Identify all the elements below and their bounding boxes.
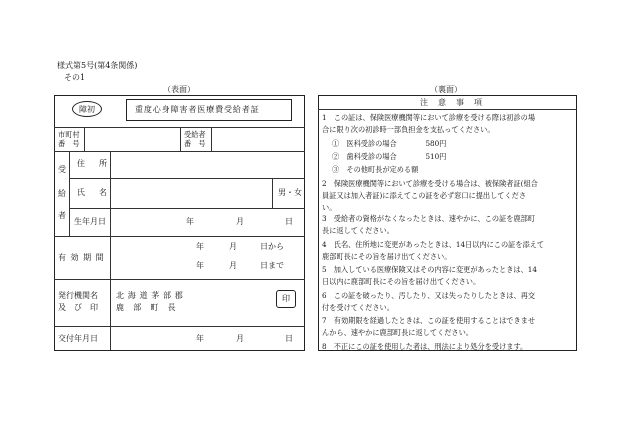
notes-line: 合に限り次の初診時一部負担金を支払ってください。 <box>322 125 495 134</box>
issuer-name-line-1: 北 海 道 茅 部 郡 <box>116 291 184 300</box>
birth-month-unit: 月 <box>236 217 244 226</box>
front-vrule-label <box>110 151 111 350</box>
front-rule-6 <box>54 279 305 280</box>
municipality-number-label-2: 番 号 <box>58 139 80 148</box>
certificate-title: 重度心身障害者医療費受給者証 <box>135 105 260 114</box>
notes-line: 1 この証は、保険医療機関等において診療を受ける際は初診の場 <box>322 113 536 122</box>
address-label: 住 所 <box>77 159 110 168</box>
front-rule-7 <box>54 326 305 327</box>
issue-date-label: 交付年月日 <box>58 334 98 343</box>
form-number: 様式第5号(第4条関係) <box>57 61 138 70</box>
issue-day-unit: 日 <box>285 334 293 343</box>
valid-from-month-unit: 月 <box>229 242 237 251</box>
recipient-number-label-1: 受給者 <box>184 130 206 139</box>
notes-line: 付を受けてください。 <box>322 303 394 312</box>
notes-line: 6 この証を破ったり、汚したり、又は失ったりしたときは、再交 <box>322 291 536 300</box>
notes-line: 日以内に鹿部町長にその旨を届け出てください。 <box>322 277 481 286</box>
gender-field: 男・女 <box>278 188 302 197</box>
front-vrule-gender <box>272 178 273 208</box>
official-seal-text: 印 <box>282 294 290 303</box>
front-rule-2 <box>54 151 305 152</box>
front-rule-5 <box>54 236 305 237</box>
birth-day-unit: 日 <box>285 217 293 226</box>
issuer-label-2: 及 び 印 <box>58 303 98 312</box>
front-vrule-mid <box>180 127 181 151</box>
notes-line: ① 医科受診の場合 580円 <box>332 139 447 148</box>
birth-year-unit: 年 <box>186 217 194 226</box>
valid-to-year-unit: 年 <box>196 261 204 270</box>
back-side-label: （裏面） <box>430 85 462 94</box>
notes-line: 4 氏名、住所地に変更があったときは、14日以内にこの証を添えて <box>322 240 545 249</box>
front-side-label: （表面） <box>163 85 195 94</box>
issuer-label-1: 発行機関名 <box>58 291 98 300</box>
notes-line: い。 <box>322 203 337 212</box>
notes-line: 8 不正にこの証を使用した者は、刑法により処分を受けます。 <box>322 342 528 351</box>
valid-to-text: 日まで <box>260 261 284 270</box>
validity-label: 有 効 期 間 <box>58 253 105 262</box>
notes-line: 7 有効期限を経過したときは、この証を使用することはできませ <box>322 316 536 325</box>
notes-line: 員証又は加入者証)に添えてこの証を必ず窓口に提出してくださ <box>322 191 527 200</box>
notes-line: 2 保険医療機関等において診療を受ける場合は、被保険者証(組合 <box>322 179 538 188</box>
front-rule-4 <box>69 208 305 209</box>
notes-title: 注 意 事 項 <box>420 98 483 107</box>
valid-from-year-unit: 年 <box>196 242 204 251</box>
front-vrule-muni <box>84 127 85 151</box>
form-subnumber: その1 <box>64 73 86 82</box>
issuer-name-line-2: 鹿 部 町 長 <box>116 303 177 312</box>
notes-line: 長に返してください。 <box>322 226 394 235</box>
notes-line: ③ その他町長が定める額 <box>332 165 419 174</box>
notes-line: んから、速やかに鹿部町長に返してください。 <box>322 328 473 337</box>
notes-line: 3 受給者の資格がなくなったときは、速やかに、この証を鹿部町 <box>322 214 536 223</box>
municipality-number-label-1: 市町村 <box>58 130 80 139</box>
recipient-number-label-2: 番 号 <box>184 139 206 148</box>
front-vrule-side <box>69 151 70 236</box>
issue-year-unit: 年 <box>196 334 204 343</box>
front-vrule-recip <box>211 127 212 151</box>
name-label: 氏 名 <box>77 188 110 197</box>
issue-month-unit: 月 <box>236 334 244 343</box>
birth-date-label: 生年月日 <box>74 217 106 226</box>
front-rule-3 <box>69 178 305 179</box>
recipient-side-char-1: 受 <box>58 165 66 174</box>
valid-from-text: 日から <box>260 242 284 251</box>
category-badge-text: 障初 <box>79 105 95 114</box>
notes-line: 5 加入している医療保険又はその内容に変更があったときは、14 <box>322 265 537 274</box>
notes-line: ② 歯科受診の場合 510円 <box>332 152 447 161</box>
notes-line: 鹿部町長にその旨を届け出てください。 <box>322 252 452 261</box>
back-title-rule <box>318 109 577 110</box>
valid-to-month-unit: 月 <box>229 261 237 270</box>
recipient-side-char-2: 給 <box>58 189 66 198</box>
recipient-side-char-3: 者 <box>58 211 66 220</box>
